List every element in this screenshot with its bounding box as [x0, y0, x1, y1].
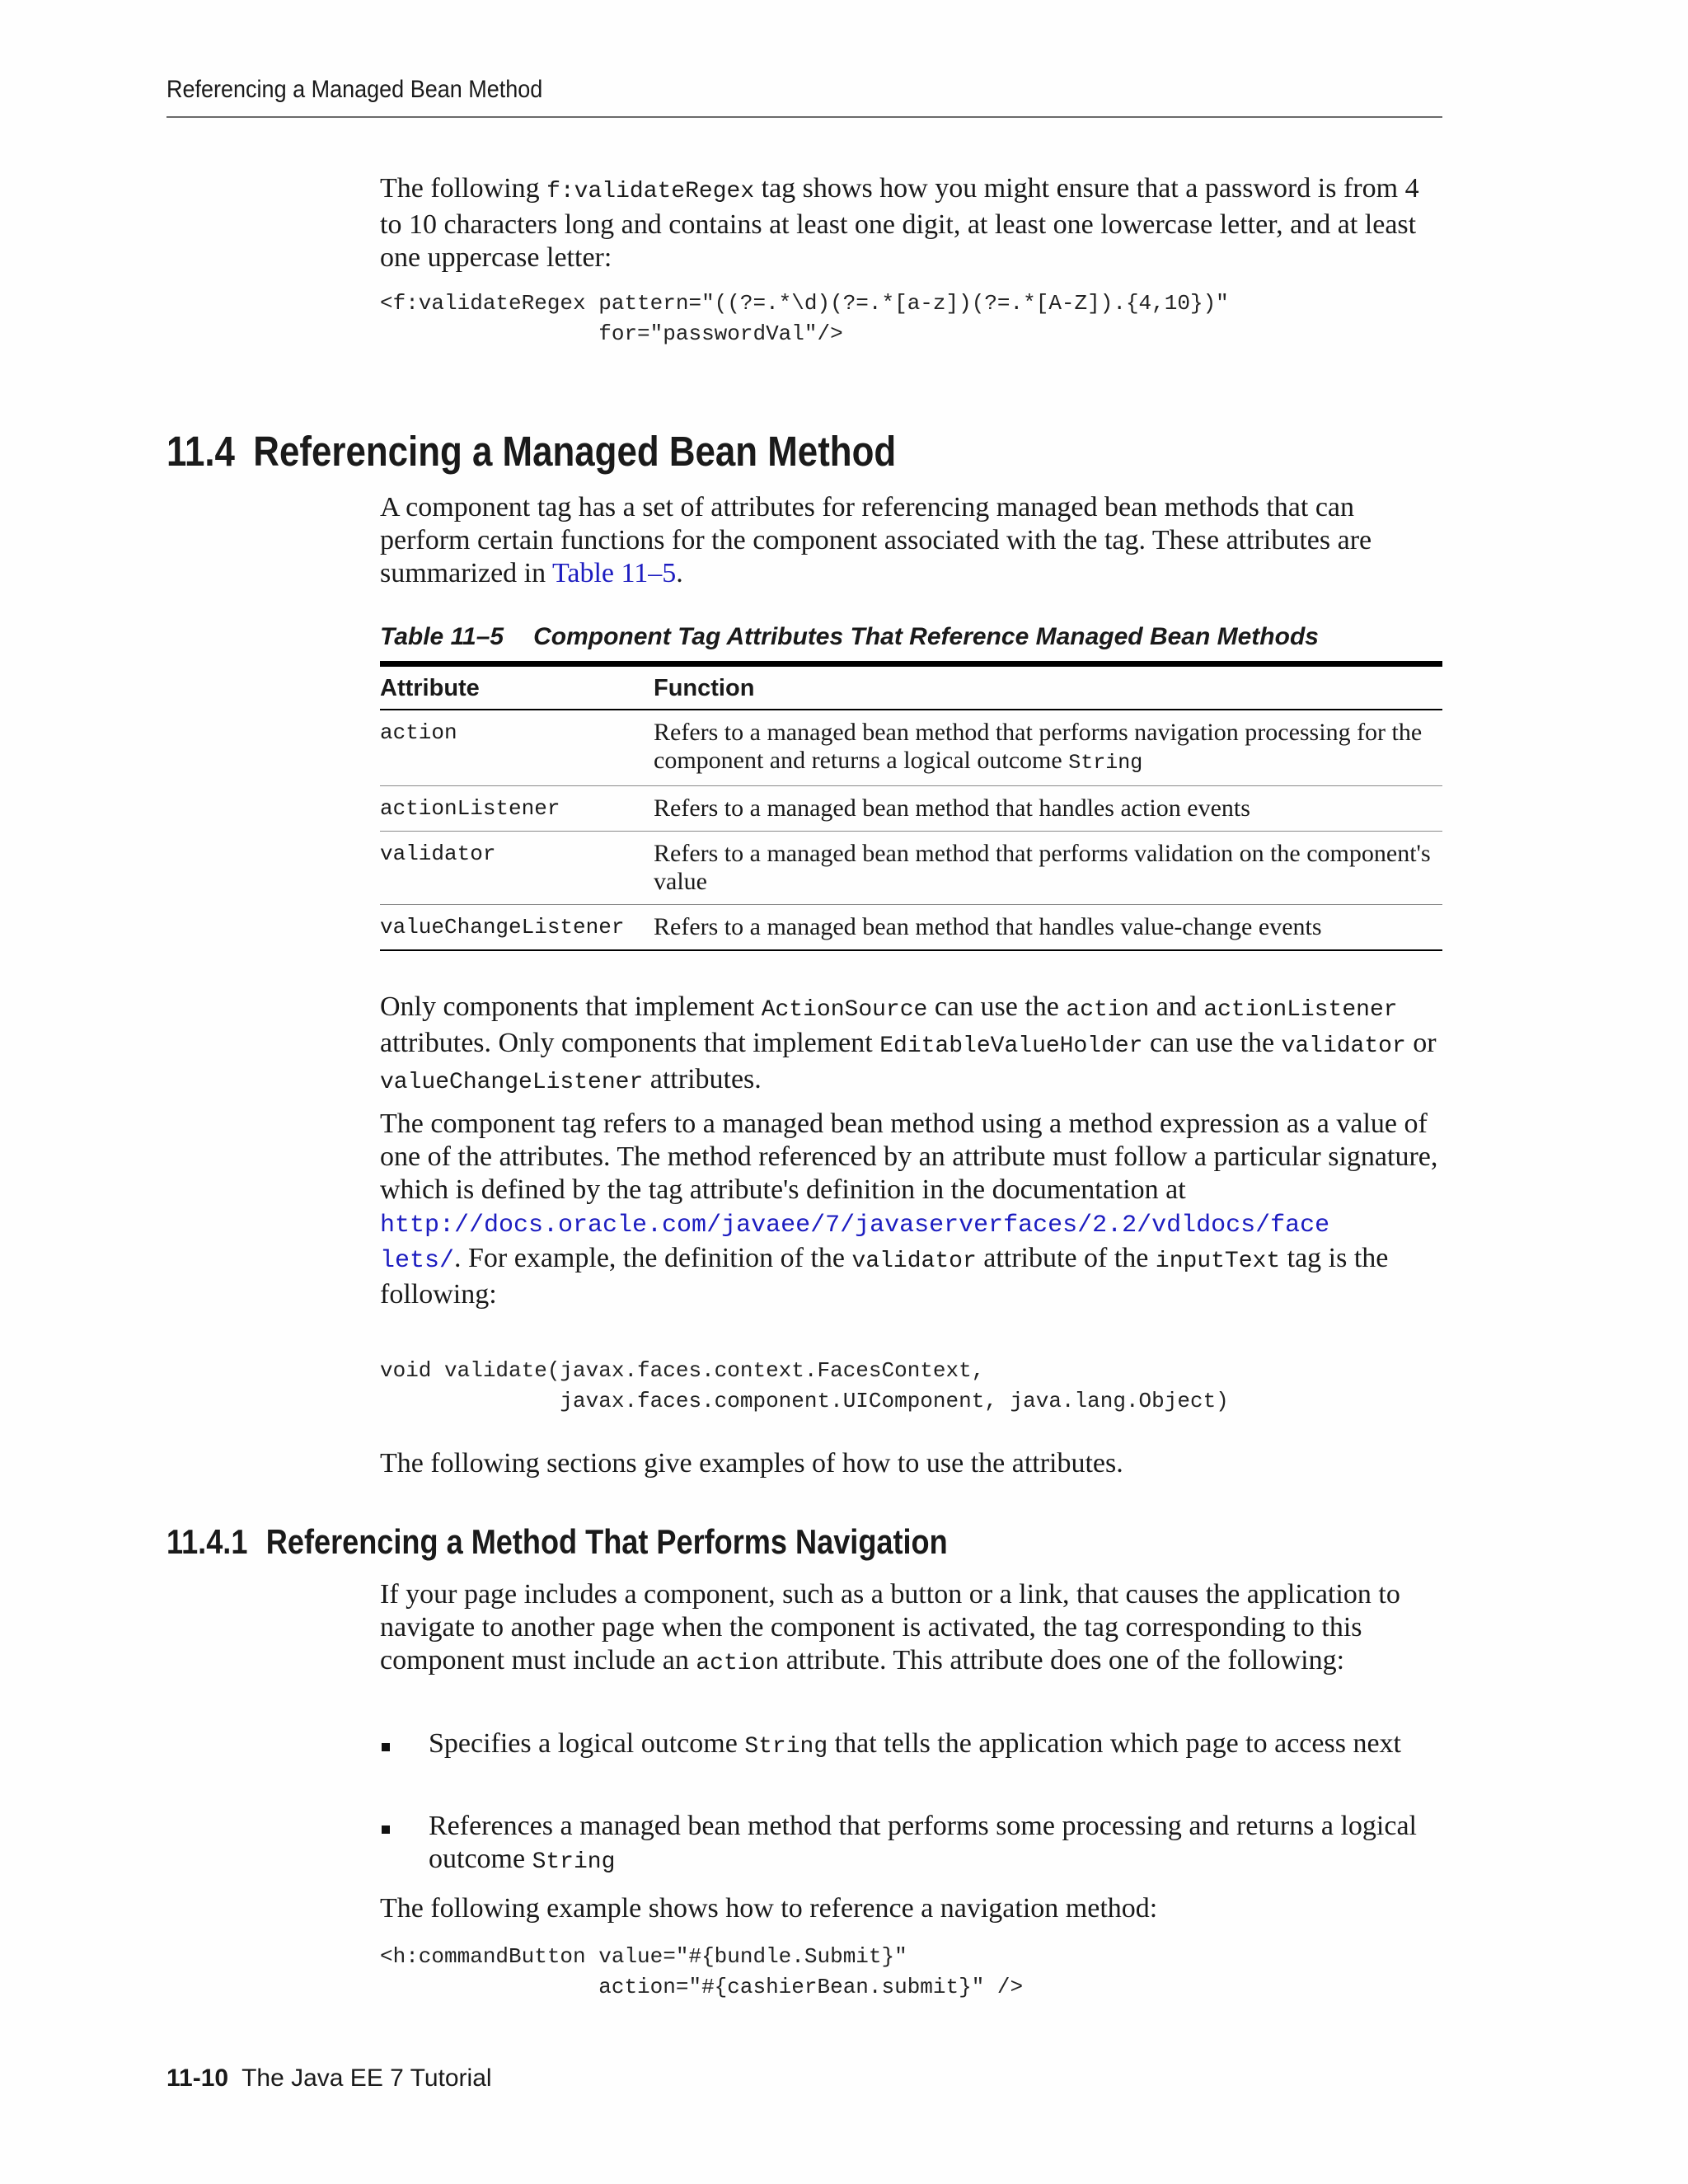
code-line: <h:commandButton value="#{bundle.Submit}" — [380, 1944, 907, 1969]
function-cell: Refers to a managed bean method that performs validation on the component's value — [654, 832, 1442, 905]
code-line: <f:validateRegex pattern="((?=.*\d)(?=.*[a-z])(?=.*[A-Z]).{4,10})" — [380, 291, 1229, 316]
list-item: Specifies a logical outcome String that tells the application which page to access next — [380, 1727, 1442, 1764]
table-caption — [380, 623, 1319, 651]
section-paragraph: A component tag has a set of attributes for referencing managed bean methods that can perform certain functions for the component associated with the tag. These attributes are summarized in Table 11–5. — [380, 492, 1372, 588]
table-row — [380, 905, 1442, 951]
command-button-code — [380, 1942, 1442, 2003]
table-row — [380, 710, 1442, 786]
action-bullet-list — [380, 1727, 1442, 1764]
regex-code-example — [380, 288, 1442, 349]
example-intro-block — [380, 1892, 1442, 1925]
page-number: 11-10 — [166, 2064, 229, 2092]
function-cell: Refers to a managed bean method that handles action events — [654, 786, 1442, 832]
intro-block — [380, 172, 1442, 274]
section-heading — [166, 427, 896, 476]
bullet-square-icon — [382, 1743, 390, 1751]
attribute-cell: actionListener — [380, 786, 654, 832]
section-title: Referencing a Managed Bean Method — [253, 428, 897, 475]
subsection-title: Referencing a Method That Performs Navigation — [265, 1522, 948, 1561]
table-header-row — [380, 664, 1442, 710]
method-expression-paragraph: The component tag refers to a managed bean method using a method expression as a value of one of the attributes. The method referenced by an attribute must follow a particular signature, which is defined by the tag attribute's definition in the documentation at http://docs.oracle.com/javaee/7/javaserverfaces/2.2/vdldocs/face lets/. For example, the definition of the validator attribute of the inputText tag is the following: — [380, 1108, 1438, 1310]
attribute-cell: action — [380, 720, 457, 745]
sections-intro-paragraph: The following sections give examples of how to use the attributes. — [380, 1448, 1123, 1479]
page-footer — [166, 2064, 492, 2093]
sections-intro-block — [380, 1447, 1442, 1480]
table-row — [380, 832, 1442, 905]
function-cell: Refers to a managed bean method that performs navigation processing for the component and returns a logical outcome String — [654, 719, 1423, 775]
code-line: javax.faces.component.UIComponent, java.lang.Object) — [380, 1389, 1229, 1413]
code-line: for="passwordVal"/> — [380, 321, 843, 346]
header-rule — [166, 116, 1442, 118]
attributes-table — [380, 661, 1442, 951]
attribute-cell: valueChangeListener — [380, 905, 654, 951]
components-paragraph: Only components that implement ActionSource can use the action and actionListener attributes. Only components that implement EditableValueHolder can use the validator or valueChangeListener attributes. — [380, 991, 1437, 1095]
table-link[interactable]: Table 11–5 — [552, 558, 677, 588]
documentation-link-continued[interactable]: lets/ — [380, 1247, 455, 1275]
validate-signature-code — [380, 1356, 1442, 1417]
code-line: action="#{cashierBean.submit}" /> — [380, 1975, 1024, 1999]
method-expression-block — [380, 1108, 1442, 1311]
subsection-number: 11.4.1 — [166, 1522, 248, 1561]
navigation-intro-paragraph: If your page includes a component, such as a button or a link, that causes the application to navigate to another page when the component is activated, the tag corresponding to this component must include an action attribute. This attribute does one of the following: — [380, 1579, 1400, 1676]
action-bullet-list-continued — [380, 1810, 1442, 1879]
table-caption-title: Component Tag Attributes That Reference Managed Bean Methods — [533, 623, 1319, 650]
function-cell: Refers to a managed bean method that handles value-change events — [654, 905, 1442, 951]
table-caption-number: Table 11–5 — [380, 623, 504, 650]
example-intro-paragraph: The following example shows how to reference a navigation method: — [380, 1893, 1158, 1924]
components-paragraph-block — [380, 991, 1442, 1099]
attribute-cell: validator — [380, 832, 654, 905]
column-header-function: Function — [654, 664, 1442, 710]
bullet-square-icon — [382, 1825, 390, 1834]
code-line: void validate(javax.faces.context.FacesContext, — [380, 1358, 985, 1383]
intro-paragraph: The following f:validateRegex tag shows how you might ensure that a password is from 4 to 10 characters long and contains at least one digit, at least one lowercase letter, and at least one uppercase letter: — [380, 173, 1419, 273]
documentation-link[interactable]: http://docs.oracle.com/javaee/7/javaserverfaces/2.2/vdldocs/face — [380, 1212, 1330, 1240]
running-header: Referencing a Managed Bean Method — [166, 76, 543, 103]
table-row — [380, 786, 1442, 832]
section-number: 11.4 — [166, 428, 235, 475]
subsection-heading — [166, 1522, 948, 1562]
book-title: The Java EE 7 Tutorial — [241, 2064, 492, 2092]
navigation-intro-block — [380, 1578, 1442, 1680]
list-item: References a managed bean method that performs some processing and returns a logical outcome String — [380, 1810, 1442, 1879]
section-intro — [380, 491, 1442, 590]
column-header-attribute: Attribute — [380, 664, 654, 710]
